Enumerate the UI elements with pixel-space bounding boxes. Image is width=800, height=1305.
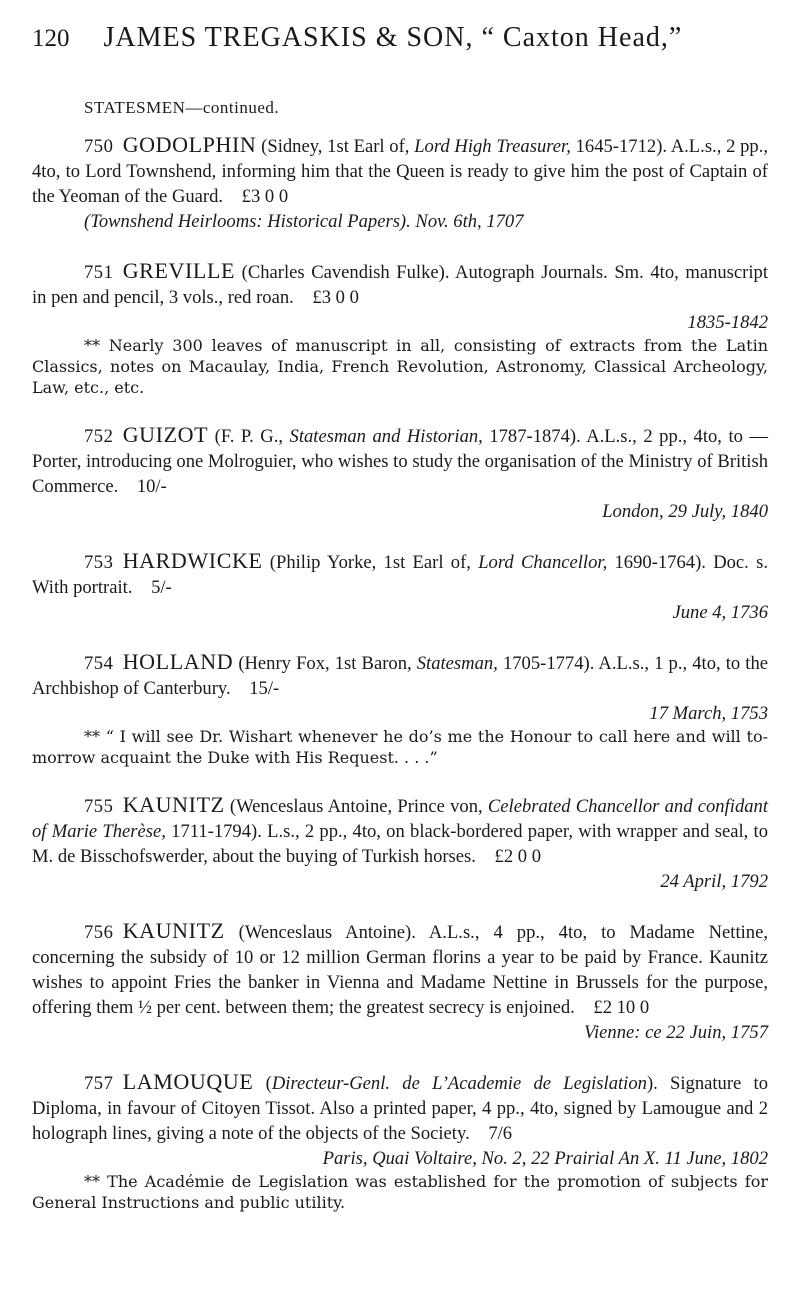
running-title: JAMES TREGASKIS & SON, “ Caxton Head,” xyxy=(103,22,683,53)
entry-description xyxy=(32,132,768,209)
dateline: (Townshend Heirlooms: Historical Papers). Nov. 6th, 1707 xyxy=(84,211,524,232)
entry-text: (Philip Yorke, 1st Earl of, xyxy=(269,552,479,573)
price: 10/- xyxy=(136,476,167,497)
lot-number: 756 xyxy=(84,922,114,943)
entry-text: (Charles Cavendish Fulke). Autograph Journals. Sm. 4to, manuscript in pen and pencil, 3 vols., red roan. xyxy=(32,262,768,308)
entry-description xyxy=(32,918,768,1020)
dateline: Vienne: ce 22 Juin, 1757 xyxy=(584,1022,768,1043)
entry-text: (F. P. G., xyxy=(214,426,290,447)
price: 15/- xyxy=(249,678,280,699)
catalogue-entry xyxy=(32,548,768,625)
entry-text-continued: ). Signature to Diploma, in favour of Citoyen Tissot. Also a printed paper, 4 pp., 4to, signed by Lamougue and 2 holograph lines, giving a note of the objects of the Society. xyxy=(32,1073,768,1144)
entry-text: (Sidney, 1st Earl of, xyxy=(261,136,415,157)
lot-number: 753 xyxy=(84,552,114,573)
lot-number: 750 xyxy=(84,136,114,157)
entry-title: Lord Chancellor, xyxy=(478,552,608,573)
dateline: 24 April, 1792 xyxy=(660,871,768,892)
entry-title: Statesman and Historian, xyxy=(289,426,483,447)
author-name: KAUNITZ xyxy=(122,792,225,817)
entry-description xyxy=(32,649,768,701)
dateline: 1835-1842 xyxy=(687,312,768,333)
lot-number: 752 xyxy=(84,426,114,447)
catalogue-entry xyxy=(32,649,768,768)
entry-description xyxy=(32,792,768,869)
entry-text: (Henry Fox, 1st Baron, xyxy=(238,653,417,674)
entry-text-continued: 1705-1774). A.L.s., 1 p., 4to, to the Archbishop of Canterbury. xyxy=(32,653,769,699)
entry-text: (Wenceslaus Antoine). A.L.s., 4 pp., 4to, to Madame Nettine, concerning the subsidy of 10 or 12 million German florins a year to be paid by France. Kaunitz wishes to appoint Fries the banker in Vienna and Madame Nettine in Brussels for the purpose, offering them ½ per cent. between them; the greatest secrecy is enjoined. xyxy=(32,922,768,1018)
author-name: GODOLPHIN xyxy=(122,132,257,157)
catalogue-entry xyxy=(32,258,768,398)
page-number: 120 xyxy=(32,25,70,52)
catalogue-entry xyxy=(32,918,768,1045)
lot-number: 755 xyxy=(84,796,114,817)
catalogue-entry xyxy=(32,422,768,524)
entry-note: ** The Académie de Legislation was established for the promotion of subjects for General Instructions and public utility. xyxy=(32,1172,768,1212)
entry-description xyxy=(32,258,768,310)
entry-description xyxy=(32,1069,768,1146)
entry-text-continued: 1690-1764). Doc. s. With portrait. xyxy=(32,552,768,598)
entry-list xyxy=(32,132,768,1213)
catalogue-entry xyxy=(32,1069,768,1213)
price: £3 0 0 xyxy=(241,186,289,207)
entry-title: Celebrated Chancellor and confidant of Marie Therèse, xyxy=(32,796,768,842)
entry-text-continued: 1787-1874). A.L.s., 2 pp., 4to, to — Porter, introducing one Molroguier, who wishes to study the organisation of the Ministry of British Commerce. xyxy=(32,426,769,497)
entry-description xyxy=(32,548,768,600)
dateline: London, 29 July, 1840 xyxy=(602,501,768,522)
entry-text-continued: 1645-1712). A.L.s., 2 pp., 4to, to Lord Townshend, informing him that the Queen is ready to give him the post of Captain of the Yeoman of the Guard. xyxy=(32,136,769,207)
dateline: June 4, 1736 xyxy=(672,602,768,623)
price: 5/- xyxy=(151,577,172,598)
page-header xyxy=(32,22,768,68)
price: £2 0 0 xyxy=(494,846,542,867)
entry-text: (Wenceslaus Antoine, Prince von, xyxy=(229,796,488,817)
dateline: Paris, Quai Voltaire, No. 2, 22 Prairial An X. 11 June, 1802 xyxy=(322,1148,768,1169)
entry-title: Directeur-Genl. de L’Academie de Legislation xyxy=(271,1073,647,1094)
price: £3 0 0 xyxy=(312,287,359,308)
author-name: HOLLAND xyxy=(122,649,234,674)
catalogue-entry xyxy=(32,792,768,894)
entry-title: Statesman, xyxy=(416,653,498,674)
catalogue-entry xyxy=(32,132,768,234)
author-name: GREVILLE xyxy=(122,258,236,283)
dateline: 17 March, 1753 xyxy=(649,703,768,724)
entry-title: Lord High Treasurer, xyxy=(414,136,571,157)
entry-text-continued: 1711-1794). L.s., 2 pp., 4to, on black-bordered paper, with wrapper and seal, to M. de Bisschofswerder, about the buying of Turkish horses. xyxy=(32,821,769,867)
author-name: HARDWICKE xyxy=(122,548,263,573)
lot-number: 754 xyxy=(84,653,114,674)
author-name: GUIZOT xyxy=(122,422,209,447)
lot-number: 757 xyxy=(84,1073,114,1094)
author-name: LAMOUQUE xyxy=(122,1069,254,1094)
entry-description xyxy=(32,422,768,499)
section-heading: STATESMEN—continued. xyxy=(84,98,280,117)
entry-text: ( xyxy=(265,1073,272,1094)
author-name: KAUNITZ xyxy=(122,918,225,943)
price: 7/6 xyxy=(488,1123,513,1144)
lot-number: 751 xyxy=(84,262,114,283)
entry-note: ** Nearly 300 leaves of manuscript in all, consisting of extracts from the Latin Classics, notes on Macaulay, India, French Revolution, Astronomy, Classical Archeology, Law, etc., etc. xyxy=(32,336,768,397)
entry-note: ** “ I will see Dr. Wishart whenever he do’s me the Honour to call here and will to-morrow acquaint the Duke with His Request. . . .” xyxy=(32,727,768,767)
price: £2 10 0 xyxy=(593,997,650,1018)
